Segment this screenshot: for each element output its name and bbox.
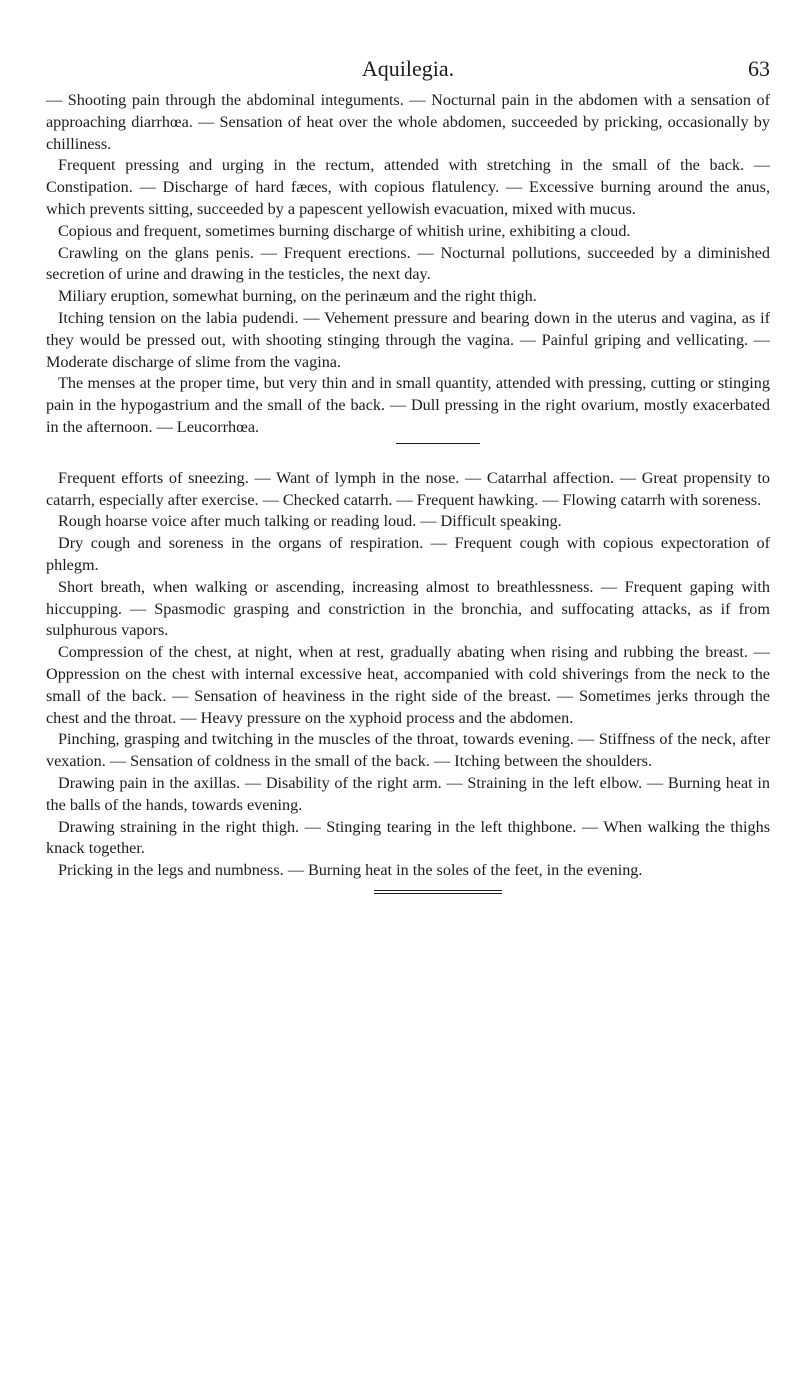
book-page xyxy=(46,56,770,896)
paragraph: Rough hoarse voice after much talking or reading loud. — Difficult speaking. xyxy=(58,512,562,531)
section-respiration-limbs xyxy=(46,468,770,882)
section-abdomen-genitals xyxy=(46,90,770,439)
paragraph: Copious and frequent, sometimes burning discharge of whitish urine, exhibiting a cloud. xyxy=(58,221,631,240)
paragraph: — Shooting pain through the abdominal integuments. — Nocturnal pain in the abdomen with a sensation of approaching diarrhœa. — Sensation of heat over the whole abdomen, succeeded by pricking, occasionally by chilliness. xyxy=(46,91,770,153)
paragraph: Dry cough and soreness in the organs of respiration. — Frequent cough with copious expectoration of phlegm. xyxy=(46,534,770,574)
page-number: 63 xyxy=(748,56,770,81)
rule-line xyxy=(374,893,502,896)
paragraph: Pinching, grasping and twitching in the muscles of the throat, towards evening. — Stiffness of the neck, after vexation. — Sensation of coldness in the small of the back. — Itching between the shoulders. xyxy=(46,730,770,771)
page-title: Aquilegia. xyxy=(361,56,455,81)
paragraph: Itching tension on the labia pudendi. — Vehement pressure and bearing down in the uterus and vagina, as if they would be pressed out, with shooting stinging through the vagina. — Painful griping and vellicating. — Moderate discharge of slime from the vagina. xyxy=(46,308,770,371)
paragraph: Frequent efforts of sneezing. — Want of lymph in the nose. — Catarrhal affection. — Great propensity to catarrh, especially after exercise. — Checked catarrh. — Frequent hawking. — Flowing catarrh with soreness. xyxy=(46,468,770,509)
paragraph: Frequent pressing and urging in the rectum, attended with stretching in the small of the back. — Constipation. — Discharge of hard fæces, with copious flatulency. — Excessive burning around the anus, which prevents sitting, succeeded by a papescent yellowish evacuation, mixed with mucus. xyxy=(46,156,770,218)
paragraph: Drawing pain in the axillas. — Disability of the right arm. — Straining in the left elbow. — Burning heat in the balls of the hands, towards evening. xyxy=(46,773,770,814)
section-divider xyxy=(396,443,480,444)
paragraph: Compression of the chest, at night, when at rest, gradually abating when rising and rubbing the breast. — Oppression on the chest with internal excessive heat, accompanied with cold shiverings from the neck to the small of the back. — Sensation of heaviness in the right side of the breast. — Sometimes jerks through the chest and the throat. — Heavy pressure on the xyphoid process and the abdomen. xyxy=(46,643,770,727)
paragraph: Pricking in the legs and numbness. — Burning heat in the soles of the feet, in the evening. xyxy=(58,861,643,880)
paragraph: Miliary eruption, somewhat burning, on the perinæum and the right thigh. xyxy=(58,287,537,306)
paragraph: The menses at the proper time, but very thin and in small quantity, attended with pressing, cutting or stinging pain in the hypogastrium and the small of the back. — Dull pressing in the right ovarium, mostly exacerbated in the afternoon. — Leucorrhœa. xyxy=(46,374,770,436)
running-header xyxy=(46,56,770,90)
paragraph: Crawling on the glans penis. — Frequent erections. — Nocturnal pollutions, succeeded by a diminished secretion of urine and drawing in the testicles, the next day. xyxy=(46,243,770,284)
paragraph: Short breath, when walking or ascending, increasing almost to breathlessness. — Frequent gaping with hiccupping. — Spasmodic grasping and constriction in the bronchia, and suffocating attacks, as if from sulphurous vapors. xyxy=(46,577,770,640)
paragraph: Drawing straining in the right thigh. — Stinging tearing in the left thighbone. — When walking the thighs knack together. xyxy=(46,817,770,858)
end-rule xyxy=(374,890,502,896)
